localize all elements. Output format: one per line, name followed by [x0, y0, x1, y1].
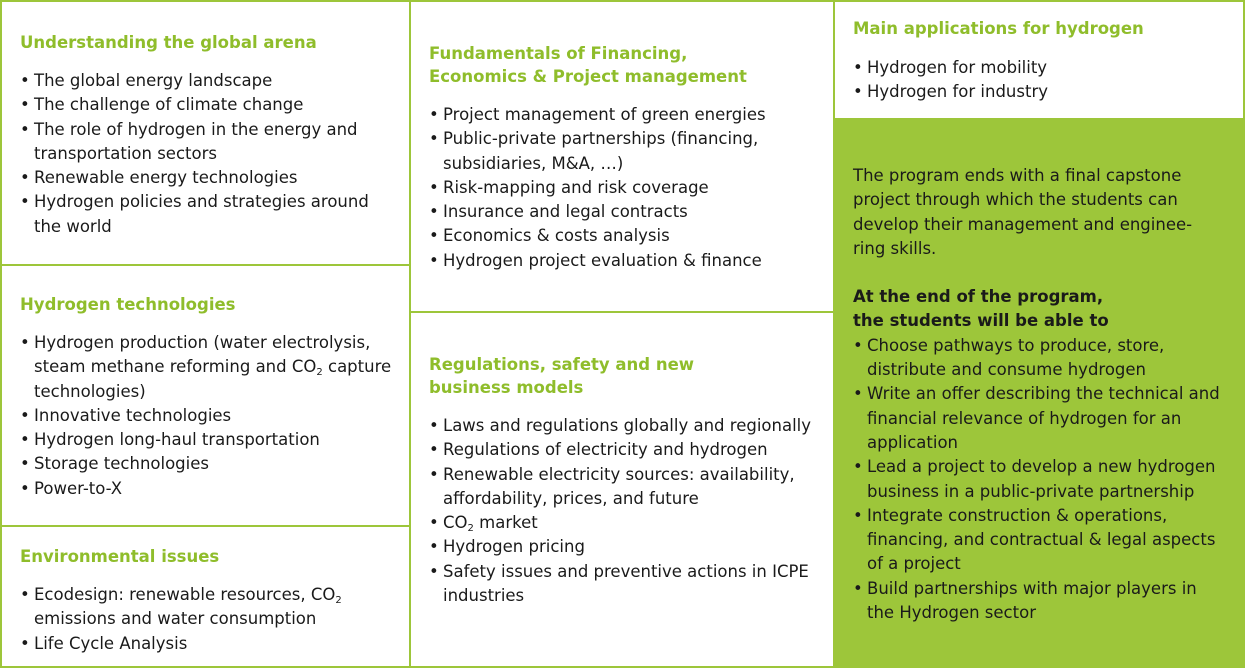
- topic-list: [20, 583, 397, 656]
- list-item: • Power-to-X: [20, 477, 397, 501]
- list-item: • Laws and regulations globally and regionally: [429, 414, 821, 438]
- section-regulations-safety: [409, 311, 835, 668]
- section-hydrogen-technologies: [0, 264, 411, 527]
- topic-list: [429, 414, 821, 608]
- section-environmental-issues: [0, 525, 411, 668]
- list-item: • Build partnerships with major players in the Hydrogen sector: [853, 577, 1229, 626]
- list-item: • The role of hydrogen in the energy and transportation sectors: [20, 118, 397, 167]
- list-item: • Public-private partnerships (financing, subsidiaries, M&A, …): [429, 127, 821, 176]
- list-item: • The global energy landscape: [20, 69, 397, 93]
- topic-list: [429, 103, 821, 273]
- list-item: • Renewable energy technologies: [20, 166, 397, 190]
- list-item: • Hydrogen long-haul transportation: [20, 428, 397, 452]
- list-item: • Life Cycle Analysis: [20, 632, 397, 656]
- list-item: • Hydrogen production (water electrolysis, steam methane reforming and $CO_2$ capture technologies): [20, 331, 397, 404]
- list-item: • Renewable electricity sources: availability, affordability, prices, and future: [429, 463, 821, 512]
- section-financing-economics: [409, 0, 835, 313]
- section-title: Main applications for hydrogen: [853, 19, 1144, 38]
- list-item: • Hydrogen for mobility: [853, 56, 1231, 80]
- list-item: • Innovative technologies: [20, 404, 397, 428]
- list-item: • Hydrogen for industry: [853, 80, 1231, 104]
- topic-list: [20, 331, 397, 501]
- capstone-description: The program ends with a final capstone project through which the students can develop their management and enginee- ring skills.: [853, 166, 1193, 258]
- list-item: • Storage technologies: [20, 452, 397, 476]
- section-title: Understanding the global arena: [20, 33, 317, 52]
- section-title: Fundamentals of Financing, Economics & Project management: [429, 44, 747, 86]
- section-main-applications: [833, 0, 1245, 120]
- list-item: • Lead a project to develop a new hydrogen business in a public-private partnership: [853, 455, 1229, 504]
- list-item: • Write an offer describing the technical and financial relevance of hydrogen for an application: [853, 382, 1229, 455]
- list-item: • Hydrogen policies and strategies around the world: [20, 190, 397, 239]
- list-item: • Ecodesign: renewable resources, $CO_2$ emissions and water consumption: [20, 583, 397, 632]
- capstone-panel: [833, 118, 1245, 668]
- list-item: • Regulations of electricity and hydrogen: [429, 438, 821, 462]
- list-item: • Choose pathways to produce, store, distribute and consume hydrogen: [853, 334, 1229, 383]
- list-item: • Economics & costs analysis: [429, 224, 821, 248]
- section-title: Hydrogen technologies: [20, 295, 236, 314]
- list-item: • Risk-mapping and risk coverage: [429, 176, 821, 200]
- list-item: • Hydrogen project evaluation & finance: [429, 249, 821, 273]
- section-title: Regulations, safety and new business models: [429, 355, 695, 397]
- list-item: • $CO_2$ market: [429, 511, 821, 535]
- list-item: • Project management of green energies: [429, 103, 821, 127]
- topic-list: [853, 56, 1231, 105]
- outcomes-list: [853, 334, 1229, 626]
- list-item: • Insurance and legal contracts: [429, 200, 821, 224]
- outcomes-title: At the end of the program, the students will be able to: [853, 287, 1109, 331]
- list-item: • Integrate construction & operations, financing, and contractual & legal aspects of a project: [853, 504, 1229, 577]
- list-item: • The challenge of climate change: [20, 93, 397, 117]
- section-title: Environmental issues: [20, 547, 220, 566]
- list-item: • Hydrogen pricing: [429, 535, 821, 559]
- topic-list: [20, 69, 397, 239]
- section-understanding-global-arena: [0, 0, 411, 266]
- list-item: • Safety issues and preventive actions in ICPE industries: [429, 560, 821, 609]
